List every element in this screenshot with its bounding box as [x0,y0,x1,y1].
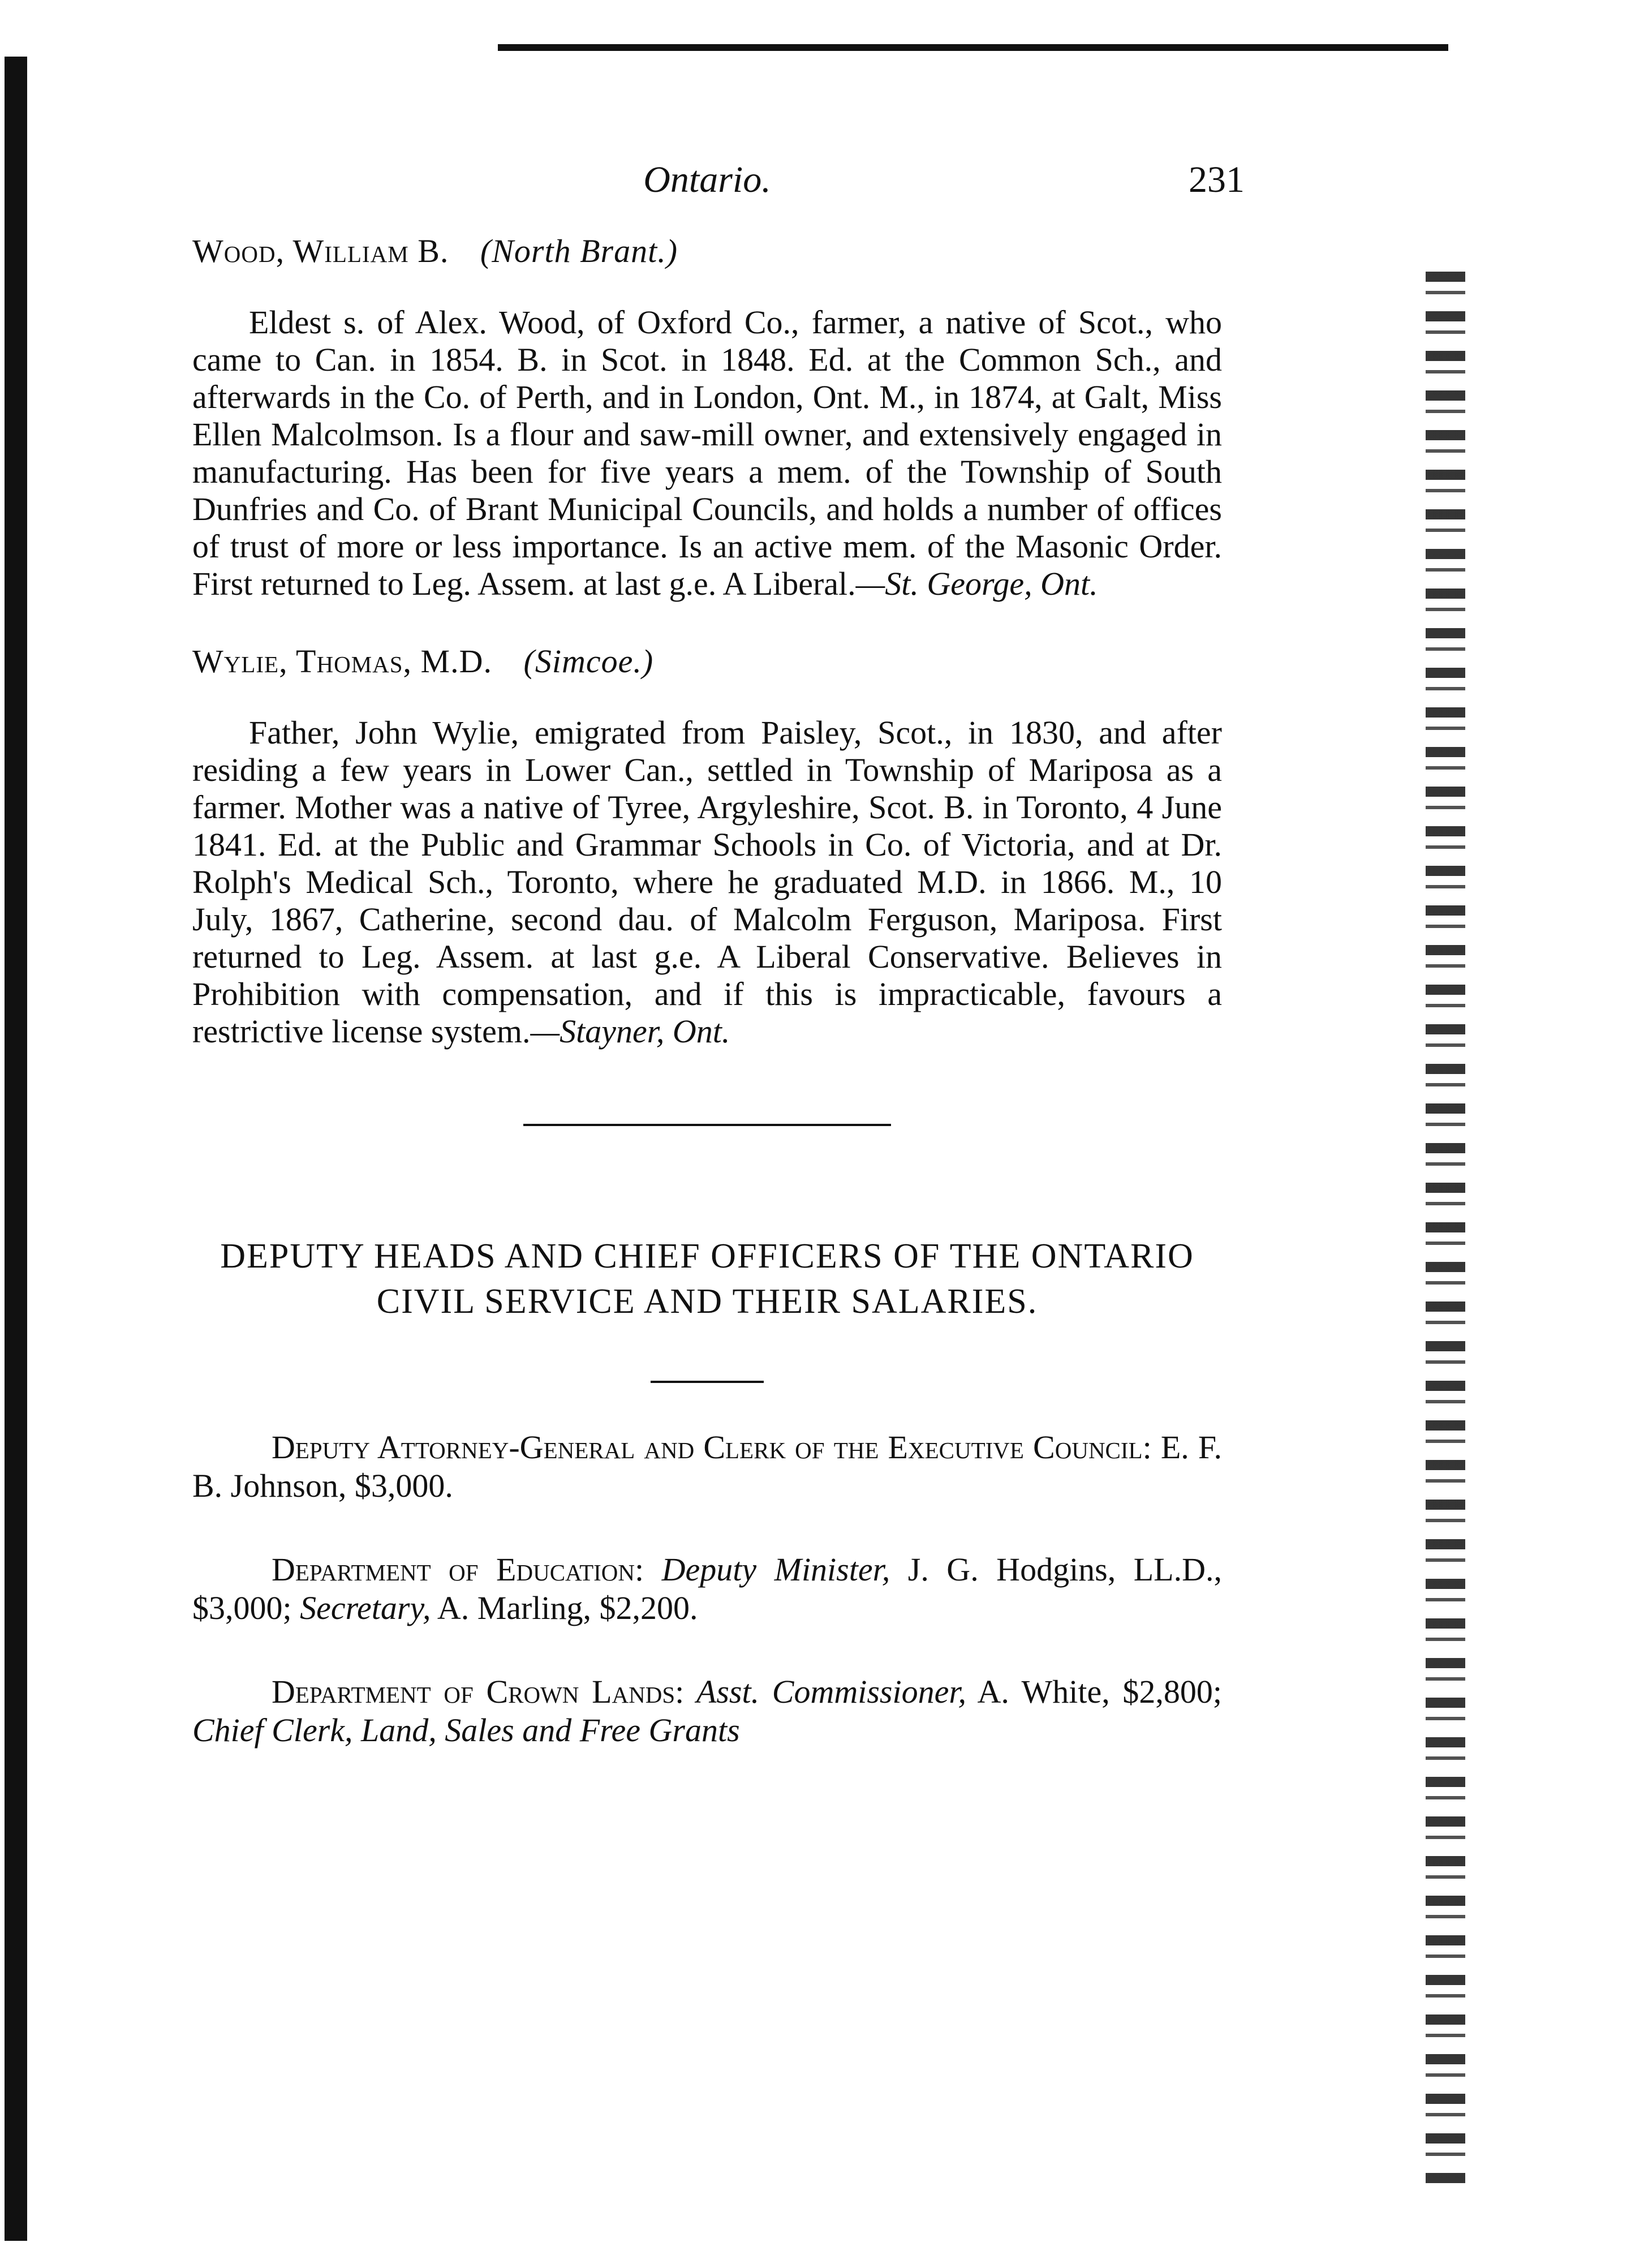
book-page [192,158,1245,1782]
section-divider [523,1124,891,1126]
scan-binding-shadow [5,57,27,2241]
officer-details: A. Marling, $2,200. [431,1590,698,1626]
entry-name: Wylie, Thomas, M.D. [192,643,493,680]
officer-details: J. G. Hodgins, LL.D., $3,000; [192,1551,1222,1626]
running-head [192,158,1245,215]
biography-entry [192,232,1222,603]
officer-title: Deputy Minister, [644,1551,890,1588]
entry-riding: (North Brant.) [480,233,678,269]
scan-top-rule [498,44,1448,51]
officer-details: A. White, $2,800; [966,1673,1222,1710]
section-title: DEPUTY HEADS AND CHIEF OFFICERS OF THE ONTARIO CIVIL SERVICE AND THEIR SALARIES. [220,1237,1194,1321]
department-name: Deputy Attorney-General and Clerk of the Executive Council: [272,1429,1152,1466]
entry-body-text: Father, John Wylie, emigrated from Paisley, Scot., in 1830, and after residing a few years in Lower Can., settled in Township of Mariposa as a farmer. Mother was a native of Tyree, Argyleshire, Scot. B. in Toronto, 4 June 1841. Ed. at the Public and Grammar Schools in Co. of Victoria, and at Dr. Rolph's Medical Sch., Toronto, where he graduated M.D. in 1866. M., 10 July, 1867, Catherine, second dau. of Malcolm Ferguson, Mariposa. First returned to Leg. Assem. at last g.e. A Liberal Conservative. Believes in Prohibition with compensation, and if this is impracticable, favours a restrictive license system. [192,714,1222,1050]
entry-residence: —St. George, Ont. [855,565,1098,602]
running-title: Ontario. [643,159,771,200]
department-name: Department of Crown Lands: [272,1673,685,1710]
entry-body-text: Eldest s. of Alex. Wood, of Oxford Co., farmer, a native of Scot., who came to Can. in 1854. B. in Scot. in 1848. Ed. at the Common Sch., and afterwards in the Co. of Perth, and in London, Ont. M., in 1874, at Galt, Miss Ellen Malcolmson. Is a flour and saw-mill owner, and extensively engaged in manufacturing. Has been for five years a mem. of the Township of South Dunfries and Co. of Brant Municipal Councils, and holds a number of offices of trust of more or less importance. Is an active mem. of the Masonic Order. First returned to Leg. Assem. at last g.e. A Liberal. [192,304,1222,602]
department-entry [192,1550,1222,1627]
officer-details: E. F. B. Johnson, $3,000. [192,1429,1222,1504]
entry-residence: —Stayner, Ont. [530,1013,730,1050]
department-entry [192,1673,1222,1750]
page-number: 231 [1189,159,1245,200]
entry-heading [192,642,1222,680]
officer-title: Asst. Commissioner, [684,1673,966,1710]
entry-name: Wood, William B. [192,233,449,269]
officer-title: Secretary, [291,1590,431,1626]
department-name: Department of Education: [272,1551,644,1588]
officer-title: Chief Clerk, Land, Sales and Free Grants [192,1712,740,1749]
section-title-rule [651,1381,764,1383]
scan-right-edge-noise [1426,272,1465,2184]
entry-body [192,714,1222,1050]
biography-entry [192,642,1222,1050]
department-entry [192,1428,1222,1505]
entry-riding: (Simcoe.) [523,643,654,680]
entry-body [192,304,1222,603]
entry-heading [192,232,1222,270]
